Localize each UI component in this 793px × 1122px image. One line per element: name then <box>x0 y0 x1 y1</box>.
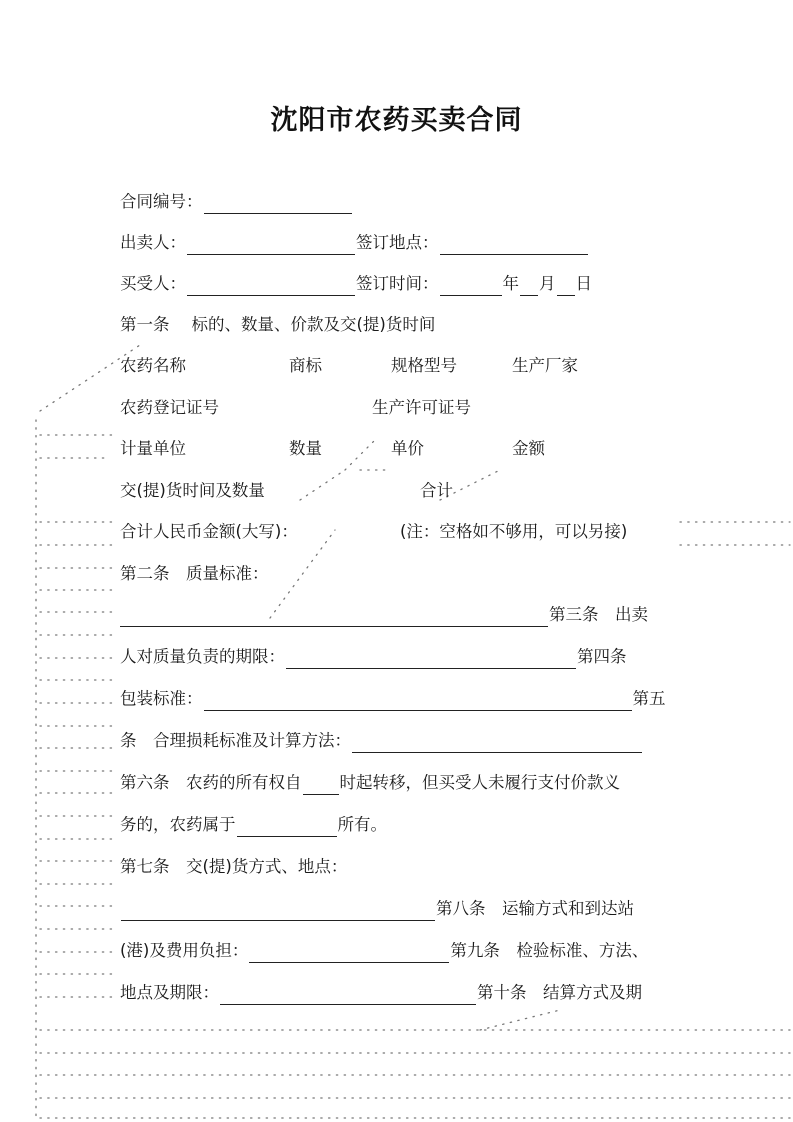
article3-text: 人对质量负责的期限： <box>120 647 285 666</box>
year-blank[interactable] <box>440 277 502 296</box>
quality-standard-blank[interactable] <box>120 608 548 627</box>
article5-text: 条 合理损耗标准及计算方法： <box>120 731 351 750</box>
article8-start: 第八条 运输方式和到达站 <box>436 899 634 918</box>
article6-line-b <box>120 813 387 837</box>
contract-no-label: 合同编号： <box>120 192 203 211</box>
col-spec: 规格型号 <box>391 356 457 375</box>
col-maker: 生产厂家 <box>512 356 578 375</box>
article9-line-b <box>120 981 642 1005</box>
article6-line-a <box>120 771 620 795</box>
delivery-place-blank[interactable] <box>121 902 435 921</box>
article7-text: 第七条 交(提)货方式、地点： <box>120 857 348 876</box>
quality-period-blank[interactable] <box>286 650 576 669</box>
day-blank[interactable] <box>557 277 575 296</box>
article1-row3 <box>120 437 720 461</box>
total-rmb-line <box>120 520 720 544</box>
sign-place-blank[interactable] <box>440 236 588 255</box>
seller-line <box>120 231 589 255</box>
article1-row2 <box>120 396 720 420</box>
col-amount: 金额 <box>512 439 545 458</box>
month-blank[interactable] <box>520 277 538 296</box>
table-note: (注：空格如不够用，可以另接) <box>400 522 628 541</box>
article1-heading-text: 标的、数量、价款及交(提)货时间 <box>191 315 436 334</box>
ownership-time-blank[interactable] <box>303 776 339 795</box>
article3-line-b <box>120 645 627 669</box>
buyer-line <box>120 272 592 296</box>
col-total: 合计 <box>420 481 453 500</box>
article4-start: 第四条 <box>577 647 627 666</box>
seller-label: 出卖人： <box>120 233 186 252</box>
col-pesticide-name: 农药名称 <box>120 356 186 375</box>
col-registration-no: 农药登记证号 <box>120 398 219 417</box>
article1-row1 <box>120 354 720 378</box>
article2-text: 第二条 质量标准： <box>120 564 269 583</box>
col-unit: 计量单位 <box>120 439 186 458</box>
day-label: 日 <box>575 274 592 293</box>
article1-heading-line <box>120 313 435 337</box>
contract-no-blank[interactable] <box>204 195 352 214</box>
buyer-label: 买受人： <box>120 274 186 293</box>
packaging-label: 包装标准： <box>120 689 203 708</box>
article9-start: 第九条 检验标准、方法、 <box>450 941 649 960</box>
sign-place-label: 签订地点： <box>356 233 439 252</box>
article6-cont: 务的，农药属于 <box>120 815 236 834</box>
article1-heading: 第一条 <box>120 315 170 334</box>
article3-start: 第三条 出卖 <box>549 605 648 624</box>
loss-standard-blank[interactable] <box>352 734 642 753</box>
col-brand: 商标 <box>289 356 322 375</box>
col-quantity: 数量 <box>289 439 322 458</box>
contract-no-line <box>120 190 353 214</box>
article5-line-b <box>120 729 643 753</box>
col-license-no: 生产许可证号 <box>372 398 471 417</box>
ownership-party-blank[interactable] <box>237 818 337 837</box>
month-label: 月 <box>539 274 556 293</box>
article7-line <box>120 855 347 879</box>
article10-start: 第十条 结算方式及期 <box>477 983 642 1002</box>
article6-end: 所有。 <box>337 815 387 834</box>
article6-start: 第六条 农药的所有权自 <box>120 773 302 792</box>
buyer-blank[interactable] <box>187 277 355 296</box>
packaging-blank[interactable] <box>204 692 632 711</box>
article1-row4 <box>120 479 720 503</box>
document-title: 沈阳市农药买卖合同 <box>270 105 523 136</box>
total-rmb-label: 合计人民币金额(大写)： <box>120 522 298 541</box>
article4-line-b <box>120 687 666 711</box>
article9-text: 地点及期限： <box>120 983 219 1002</box>
col-unit-price: 单价 <box>391 439 424 458</box>
article5-start: 第五 <box>632 689 666 708</box>
article3-line-a <box>120 603 648 627</box>
seller-blank[interactable] <box>187 236 355 255</box>
col-delivery-time: 交(提)货时间及数量 <box>120 481 265 500</box>
article8-line-a <box>120 897 634 921</box>
transport-cost-blank[interactable] <box>249 944 449 963</box>
article6-mid: 时起转移，但买受人未履行支付价款义 <box>339 773 620 792</box>
article8-text: (港)及费用负担： <box>120 941 249 960</box>
article8-line-b <box>120 939 648 963</box>
sign-time-label: 签订时间： <box>356 274 439 293</box>
year-label: 年 <box>502 274 519 293</box>
article2-line <box>120 562 269 586</box>
inspection-blank[interactable] <box>220 986 476 1005</box>
